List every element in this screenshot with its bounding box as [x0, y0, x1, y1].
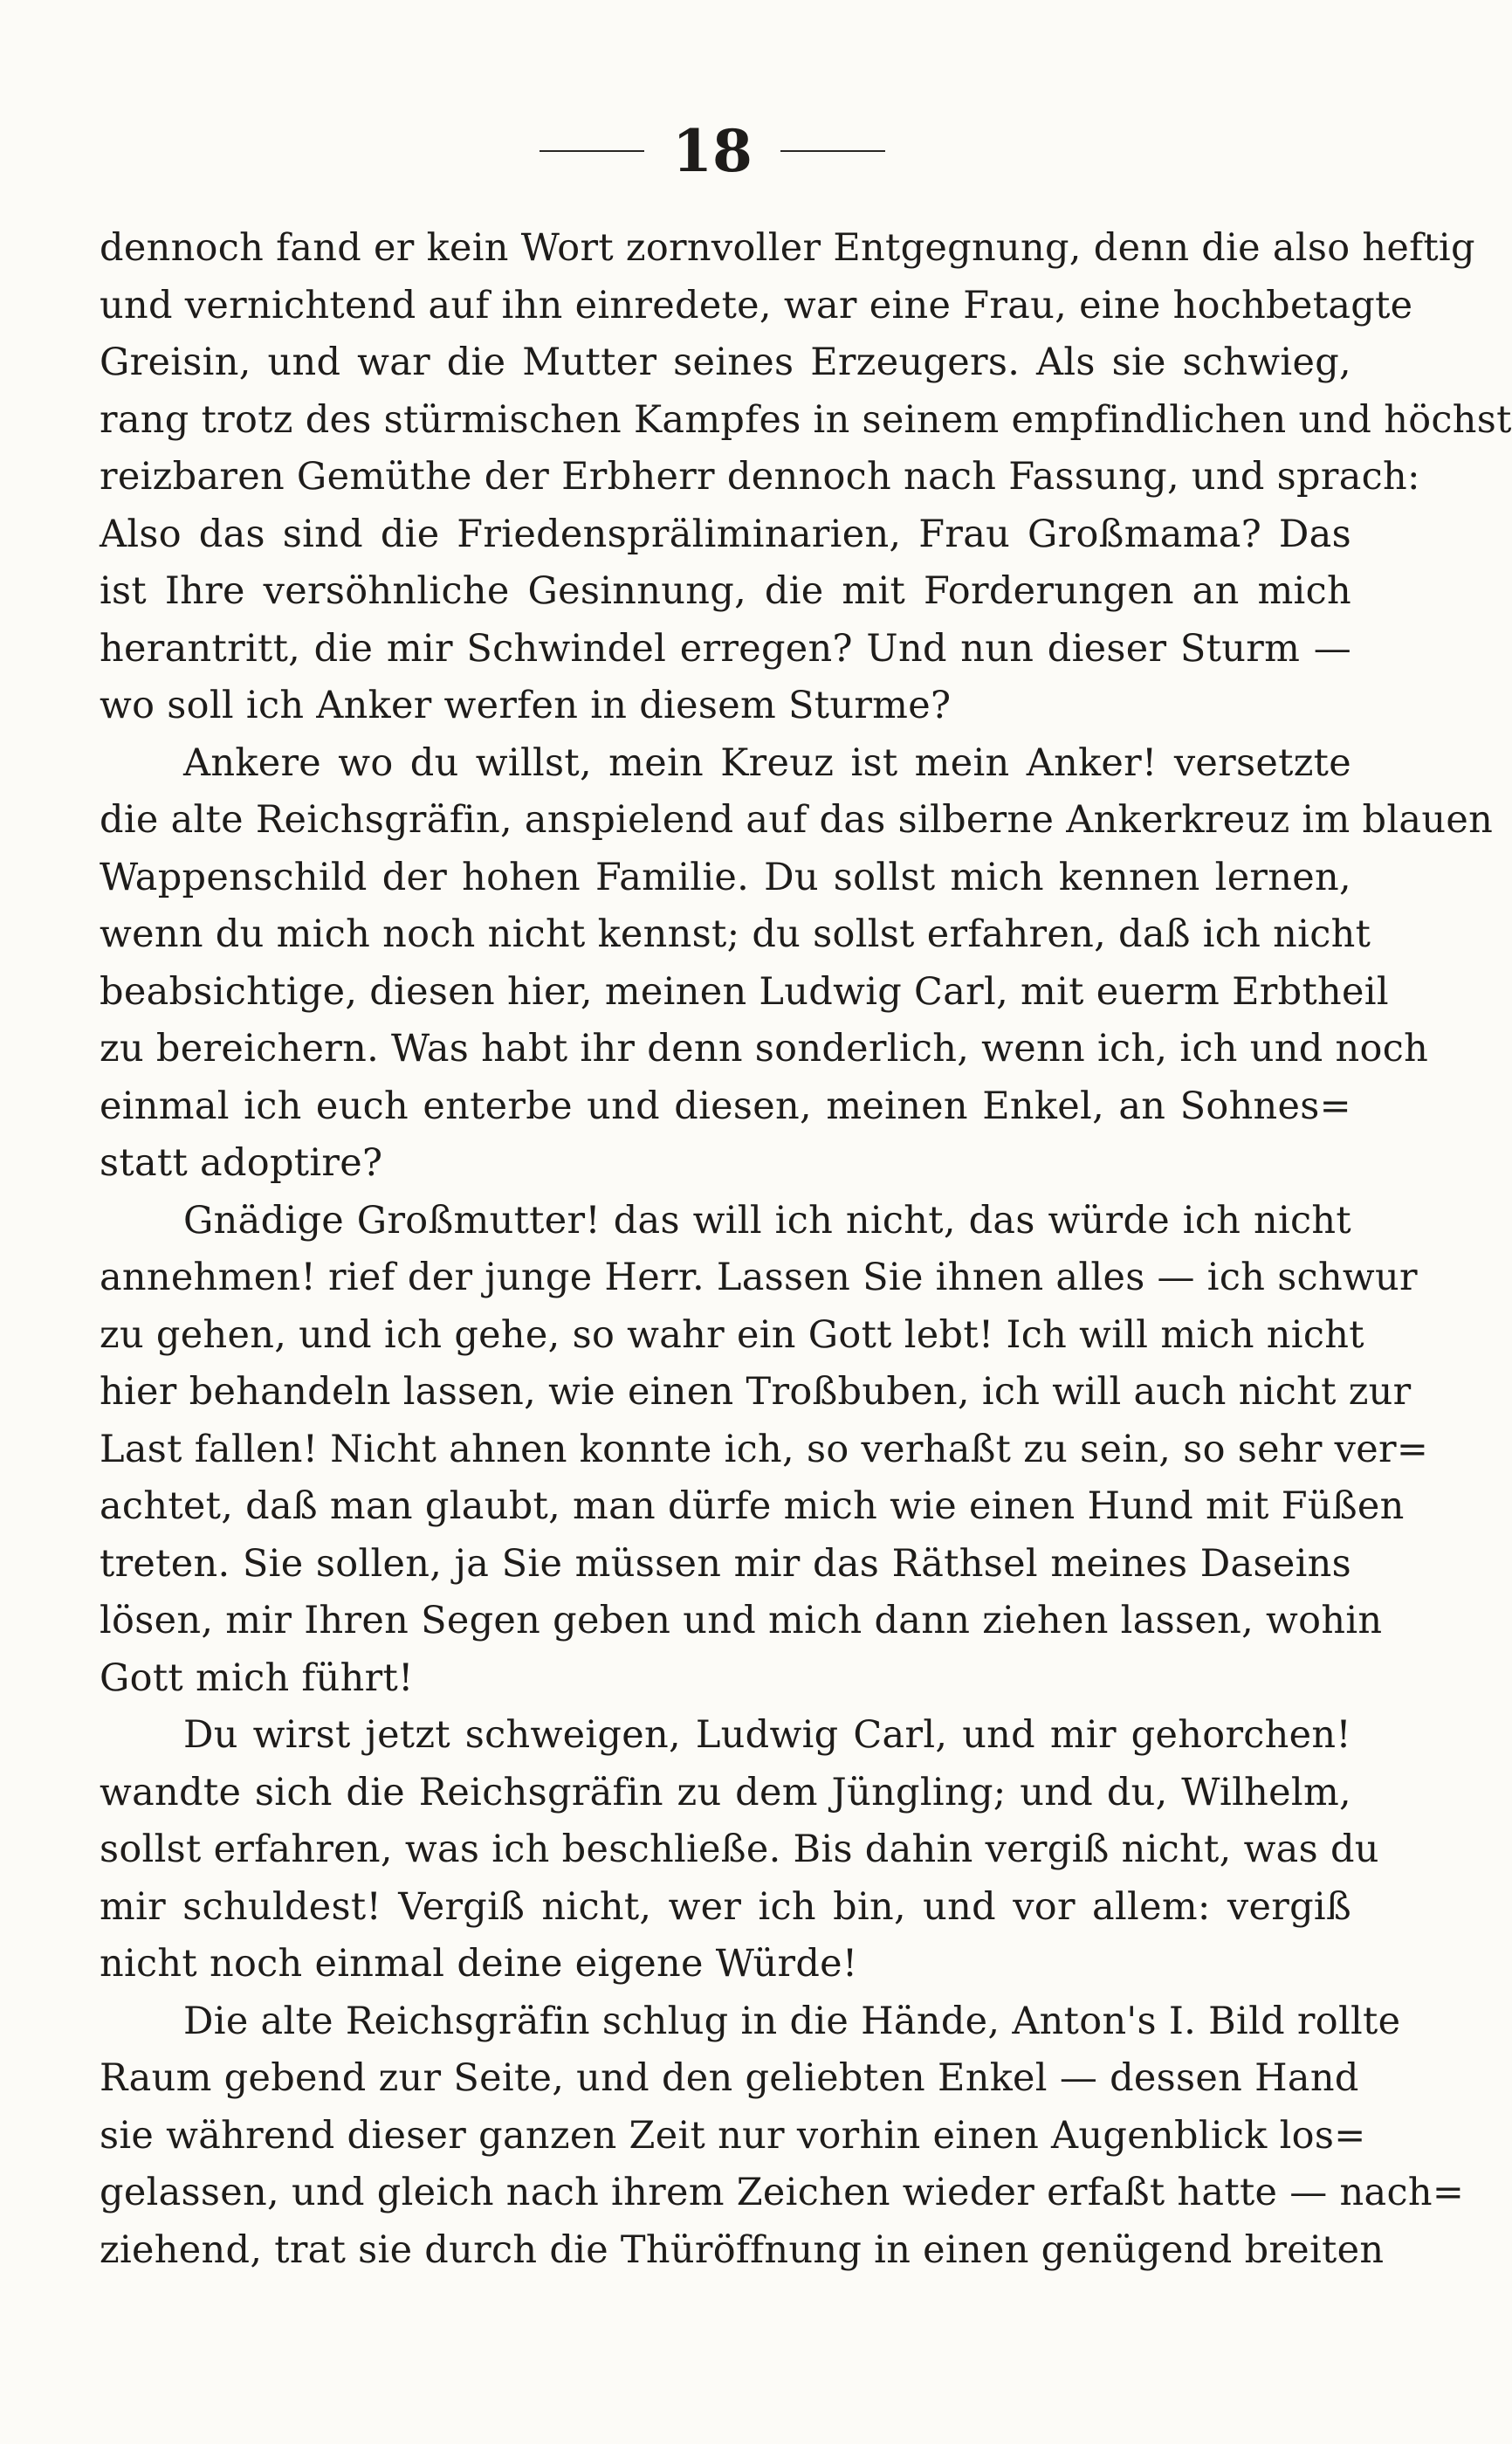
text-line: wenn du mich noch nicht kennst; du sollst erfahren, daß ich nicht [100, 912, 1371, 956]
text-line: die alte Reichsgräfin, anspielend auf das silberne Ankerkreuz im blauen [100, 798, 1494, 842]
text-line: wandte sich die Reichsgräfin zu dem Jüngling; und du, Wilhelm, [100, 1770, 1351, 1814]
text-line: treten. Sie sollen, ja Sie müssen mir das Räthsel meines Daseins [100, 1541, 1351, 1586]
text-line: achtet, daß man glaubt, man dürfe mich wie einen Hund mit Füßen [100, 1484, 1405, 1528]
paragraph [100, 220, 1512, 735]
text-line: Raum gebend zur Seite, und den geliebten Enkel — dessen Hand [100, 2056, 1359, 2100]
header-rule-left [540, 150, 644, 152]
text-line: ziehend, trat sie durch die Thüröffnung in einen genügend breiten [100, 2227, 1385, 2272]
text-line: sie während dieser ganzen Zeit nur vorhin einen Augenblick los= [100, 2113, 1366, 2158]
text-line: Ankere wo du willst, mein Kreuz ist mein Anker! versetzte [183, 740, 1351, 785]
paragraph [100, 735, 1494, 1193]
page-number: 18 [672, 117, 753, 185]
text-line: reizbaren Gemüthe der Erbherr dennoch nach Fassung, und sprach: [100, 455, 1420, 499]
text-line: Die alte Reichsgräfin schlug in die Hände, Anton's I. Bild rollte [183, 1999, 1401, 2043]
text-line: hier behandeln lassen, wie einen Troßbuben, ich will auch nicht zur [100, 1370, 1412, 1414]
page-header [0, 112, 1425, 190]
text-line: mir schuldest! Vergiß nicht, wer ich bin, und vor allem: vergiß [100, 1884, 1351, 1929]
text-line: Also das sind die Friedenspräliminarien, Frau Großmama? Das [100, 512, 1351, 556]
paragraph [100, 1707, 1379, 1993]
text-line: Gott mich führt! [100, 1656, 414, 1700]
text-line: ist Ihre versöhnliche Gesinnung, die mit Forderungen an mich [100, 569, 1351, 613]
text-line: annehmen! rief der junge Herr. Lassen Sie ihnen alles — ich schwur [100, 1256, 1418, 1299]
text-line: Du wirst jetzt schweigen, Ludwig Carl, und mir gehorchen! [183, 1713, 1351, 1757]
text-line: und vernichtend auf ihn einredete, war eine Frau, eine hochbetagte [100, 283, 1413, 327]
text-line: zu bereichern. Was habt ihr denn sonderlich, wenn ich, ich und noch [100, 1027, 1429, 1071]
text-line: dennoch fand er kein Wort zornvoller Entgegnung, denn die also heftig [100, 226, 1475, 270]
text-line: herantritt, die mir Schwindel erregen? Und nun dieser Sturm — [100, 626, 1351, 671]
text-line: Gnädige Großmutter! das will ich nicht, das würde ich nicht [183, 1198, 1351, 1243]
header-rule-right [780, 150, 885, 152]
text-line: nicht noch einmal deine eigene Würde! [100, 1942, 858, 1986]
text-line: beabsichtige, diesen hier, meinen Ludwig Carl, mit euerm Erbtheil [100, 969, 1389, 1014]
text-line: gelassen, und gleich nach ihrem Zeichen wieder erfaßt hatte — nach= [100, 2171, 1465, 2214]
text-line: Greisin, und war die Mutter seines Erzeugers. Als sie schwieg, [100, 341, 1351, 384]
paragraph [100, 1993, 1465, 2280]
text-line: lösen, mir Ihren Segen geben und mich dann ziehen lassen, wohin [100, 1599, 1383, 1642]
text-line: wo soll ich Anker werfen in diesem Sturme? [100, 684, 952, 727]
text-line: sollst erfahren, was ich beschließe. Bis dahin vergiß nicht, was du [100, 1828, 1379, 1871]
text-line: Last fallen! Nicht ahnen konnte ich, so verhaßt zu sein, so sehr ver= [100, 1427, 1429, 1471]
text-line: zu gehen, und ich gehe, so wahr ein Gott lebt! Ich will mich nicht [100, 1312, 1364, 1357]
text-line: einmal ich euch enterbe und diesen, meinen Enkel, an Sohnes= [100, 1084, 1351, 1128]
paragraph [100, 1193, 1429, 1708]
body-text [100, 220, 1512, 2279]
text-line: statt adoptire? [100, 1141, 383, 1185]
text-line: Wappenschild der hohen Familie. Du sollst mich kennen lernen, [100, 855, 1351, 899]
text-line: rang trotz des stürmischen Kampfes in seinem empfindlichen und höchst [100, 397, 1512, 442]
